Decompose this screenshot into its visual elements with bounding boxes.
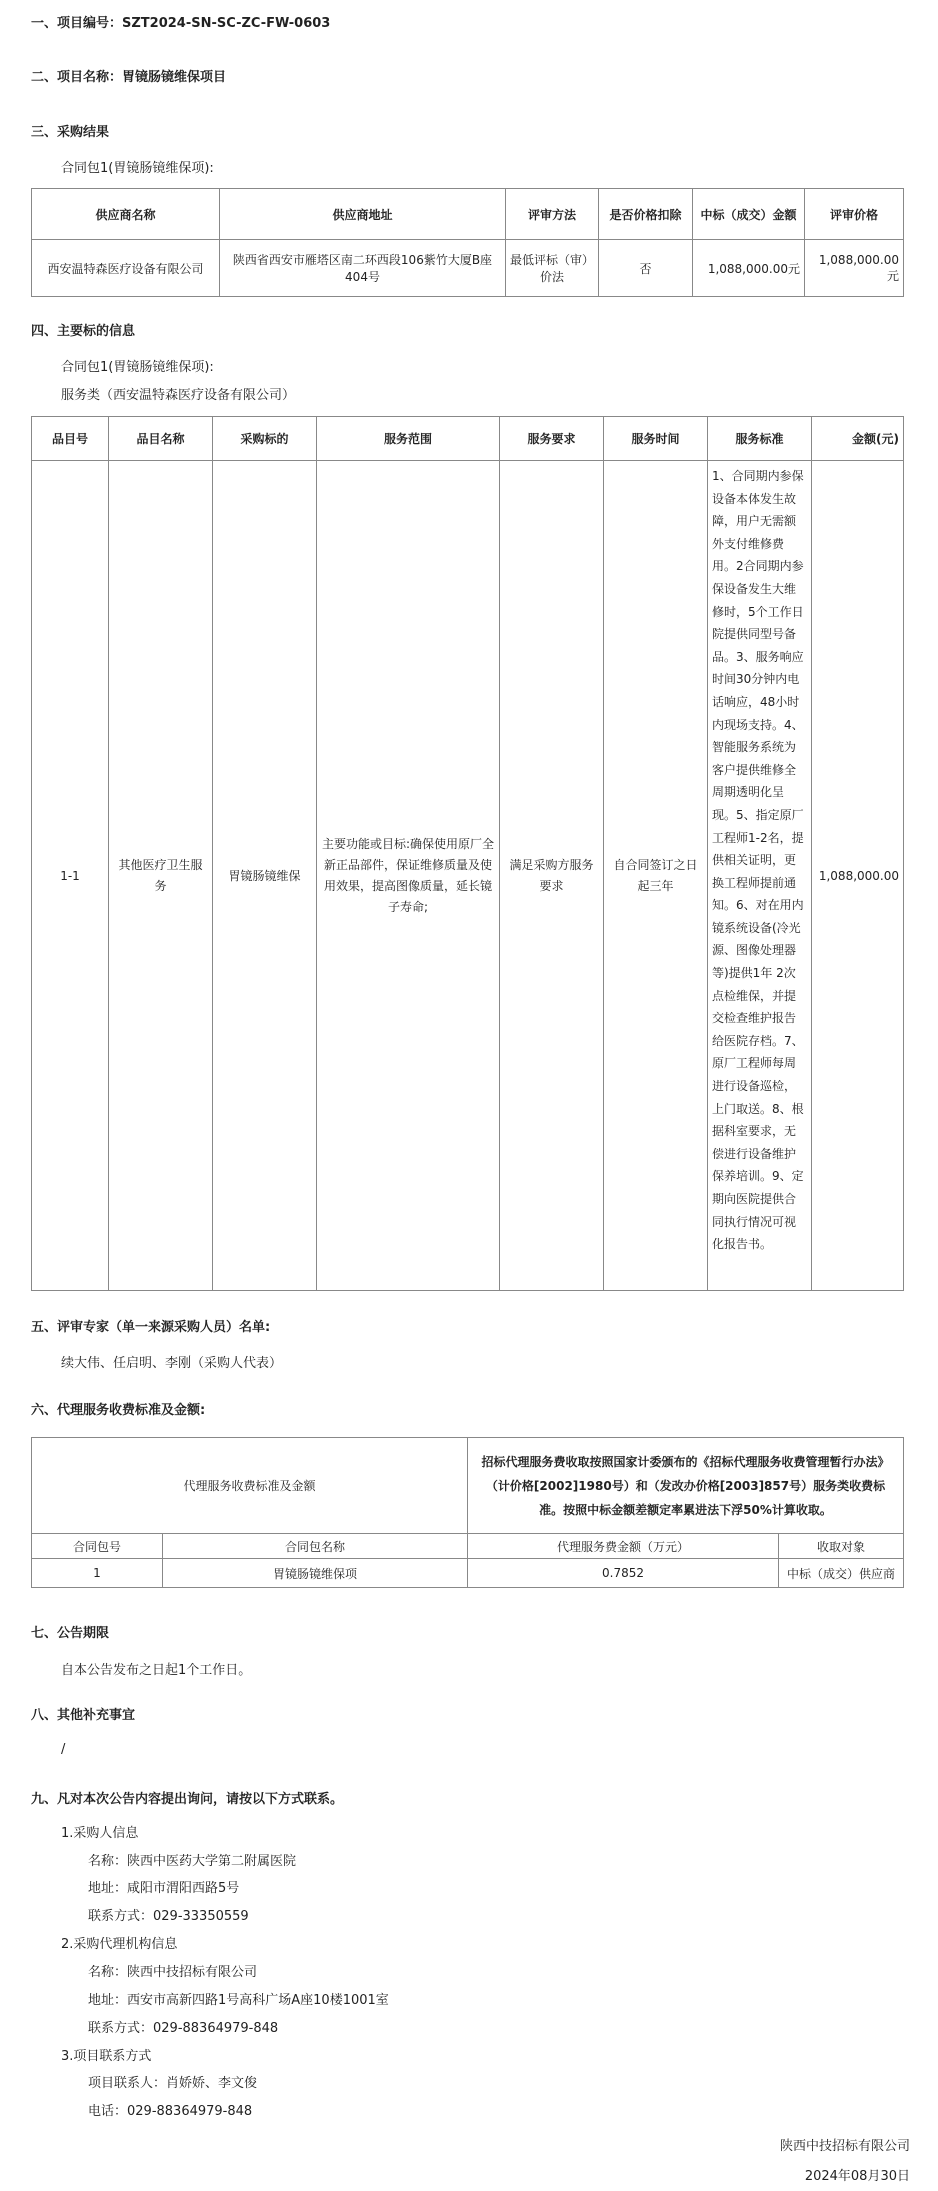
fee-amount: 0.7852 [468, 1559, 779, 1588]
header-review-method: 评审方法 [506, 189, 599, 240]
agent-address: 地址：西安市高新四路1号高科广场A座10楼1001室 [88, 1993, 389, 2008]
header-item-name: 品目名称 [109, 417, 213, 461]
header-requirement: 服务要求 [500, 417, 604, 461]
section-agency-fee: 六、代理服务收费标准及金额: [31, 1403, 206, 1418]
agent-info-heading: 2.采购代理机构信息 [61, 1937, 178, 1952]
header-package-no: 合同包号 [32, 1534, 163, 1559]
award-amount: 1,088,000.00元 [693, 240, 805, 297]
result-package-label: 合同包1(胃镜肠镜维保项): [61, 161, 214, 176]
header-supplier-name: 供应商名称 [32, 189, 220, 240]
expert-names: 续大伟、任启明、李刚（采购人代表） [61, 1356, 283, 1371]
supplier-address: 陕西省西安市雁塔区南二环西段106紫竹大厦B座404号 [220, 240, 506, 297]
section-experts: 五、评审专家（单一来源采购人员）名单: [31, 1320, 271, 1335]
buyer-phone: 联系方式：029-33350559 [88, 1909, 249, 1924]
procurement-target: 胃镜肠镜维保 [213, 461, 317, 1291]
header-target: 采购标的 [213, 417, 317, 461]
buyer-name: 名称：陕西中医药大学第二附属医院 [88, 1854, 297, 1869]
item-no: 1-1 [32, 461, 109, 1291]
agency-fee-table [31, 1437, 904, 1588]
service-category: 服务类（西安温特森医疗设备有限公司） [61, 388, 296, 403]
fee-standard-label: 代理服务收费标准及金额 [32, 1438, 468, 1534]
item-name: 其他医疗卫生服务 [109, 461, 213, 1291]
item-amount: 1,088,000.00 [812, 461, 904, 1291]
service-requirement: 满足采购方服务要求 [500, 461, 604, 1291]
agent-name: 名称：陕西中技招标有限公司 [88, 1965, 258, 1980]
project-contact-person: 项目联系人：肖娇娇、李文俊 [88, 2076, 258, 2091]
section-main-subject: 四、主要标的信息 [31, 324, 136, 339]
header-price-deduction: 是否价格扣除 [599, 189, 693, 240]
footer-org: 陕西中技招标有限公司 [779, 2139, 910, 2154]
header-award-amount: 中标（成交）金额 [693, 189, 805, 240]
section-supplementary: 八、其他补充事宜 [31, 1708, 136, 1723]
section-contact: 九、凡对本次公告内容提出询问，请按以下方式联系。 [31, 1792, 344, 1807]
section-notice-period: 七、公告期限 [31, 1626, 110, 1641]
service-time: 自合同签订之日起三年 [604, 461, 708, 1291]
project-name: 二、项目名称：胃镜肠镜维保项目 [31, 70, 227, 85]
header-time: 服务时间 [604, 417, 708, 461]
result-table [31, 188, 904, 297]
review-method: 最低评标（审）价法 [506, 240, 599, 297]
header-supplier-address: 供应商地址 [220, 189, 506, 240]
section-procurement-result: 三、采购结果 [31, 125, 110, 140]
project-phone: 电话：029-88364979-848 [88, 2104, 253, 2119]
fee-standard-desc: 招标代理服务费收取按照国家计委颁布的《招标代理服务收费管理暂行办法》（计价格[2002]1980号）和（发改办价格[2003]857号）服务类收费标准。按照中标金额差额定率累进法下浮50%计算收取。 [468, 1438, 904, 1534]
notice-period-text: 自本公告发布之日起1个工作日。 [61, 1663, 252, 1678]
price-deduction: 否 [599, 240, 693, 297]
service-standard: 1、合同期内参保设备本体发生故障，用户无需额外支付维修费用。2合同期内参保设备发生大维修时，5个工作日院提供同型号备品。3、服务响应时间30分钟内电话响应，48小时内现场支持。4、智能服务系统为客户提供维修全周期透明化呈现。5、指定原厂工程师1-2名，提供相关证明，更换工程师提前通知。6、对在用内镜系统设备(冷光源、图像处理器等)提供1年 2次点检维保，并提交检查维护报告给医院存档。7、原厂工程师每周进行设备巡检，上门取送。8、根据科室要求，无偿进行设备维护保养培训。9、定期向医院提供合同执行情况可视化报告书。 [708, 461, 812, 1291]
subject-table [31, 416, 904, 1291]
footer-date: 2024年08月30日 [804, 2169, 910, 2184]
package-name: 胃镜肠镜维保项 [163, 1559, 468, 1588]
header-standard: 服务标准 [708, 417, 812, 461]
review-price: 1,088,000.00元 [805, 240, 904, 297]
header-item-no: 品目号 [32, 417, 109, 461]
header-amount: 金额(元) [812, 417, 904, 461]
header-review-price: 评审价格 [805, 189, 904, 240]
buyer-info-heading: 1.采购人信息 [61, 1826, 139, 1841]
project-number: 一、项目编号：SZT2024-SN-SC-ZC-FW-0603 [31, 16, 331, 31]
project-contact-heading: 3.项目联系方式 [61, 2049, 152, 2064]
buyer-address: 地址：咸阳市渭阳西路5号 [88, 1881, 240, 1896]
package-no: 1 [32, 1559, 163, 1588]
agent-phone: 联系方式：029-88364979-848 [88, 2021, 279, 2036]
service-scope: 主要功能或目标:确保使用原厂全新正品部件，保证维修质量及使用效果，提高图像质量，延长镜子寿命; [317, 461, 500, 1291]
subject-package-label: 合同包1(胃镜肠镜维保项): [61, 360, 214, 375]
supplier-name: 西安温特森医疗设备有限公司 [32, 240, 220, 297]
supplementary-text: / [61, 1742, 66, 1757]
header-package-name: 合同包名称 [163, 1534, 468, 1559]
header-charge-target: 收取对象 [779, 1534, 904, 1559]
header-scope: 服务范围 [317, 417, 500, 461]
header-fee-amount: 代理服务费金额（万元） [468, 1534, 779, 1559]
charge-target: 中标（成交）供应商 [779, 1559, 904, 1588]
